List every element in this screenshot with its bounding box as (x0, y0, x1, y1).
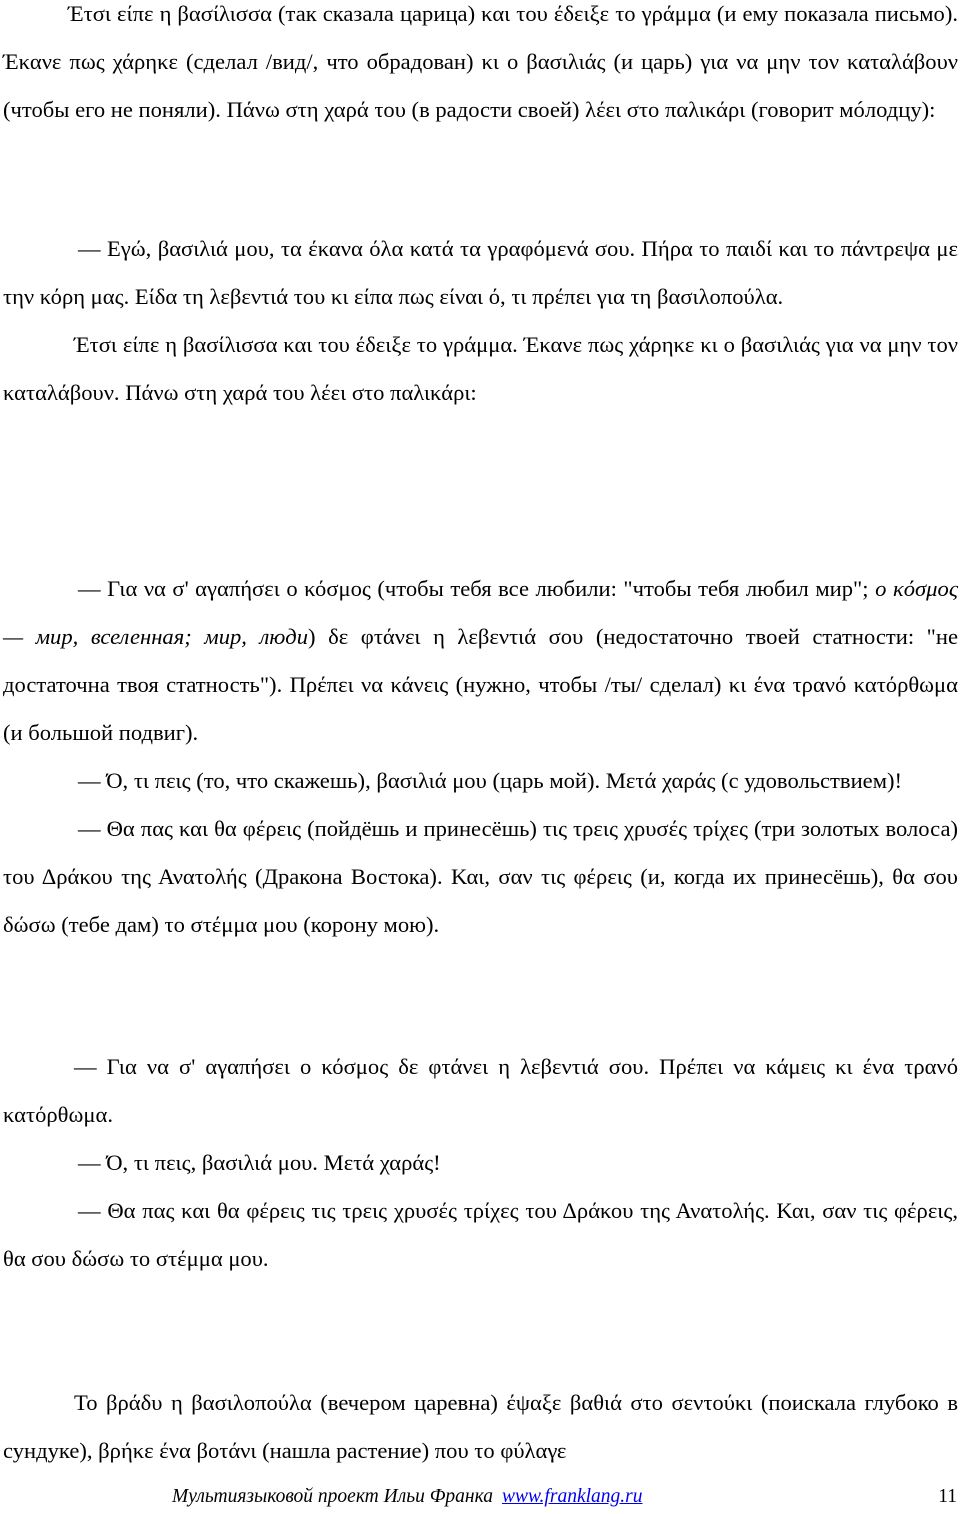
dialogue-paragraph: — Ό, τι πεις (то, что скажешь), βασιλιά μου (царь мой). Μετά χαράς (с удовольствием)! (78, 768, 903, 793)
page-footer (0, 1486, 960, 1514)
paragraph-text: ) δε φτάνει η λεβεντιά σου (недостаточно твоей статности: "не достаточна твоя статность"). Πρέπει να κάνεις (нужно, чтобы /ты/ сделал) κι ένα τρανό κατόρθωμα (и большой подвиг). (3, 624, 958, 745)
dialogue-paragraph: — Θα πας και θα φέρεις (пойдёшь и принесёшь) τις τρεις χρυσές τρίχες (три золотых волоса) του Δράκου της Ανατολής (Дракона Востока). Και, σαν τις φέρεις (и, когда их принесёшь), θα σου δώσω (тебе дам) το στέμμα μου (корону мою). (3, 816, 958, 937)
footer-website-link[interactable]: www.franklang.ru (501, 1486, 643, 1507)
footer-project-name: Мультиязыковой проект Ильи Франка (172, 1486, 493, 1507)
paragraph: Έτσι είπε η βασίλισσα και του έδειξε το γράμμα. Έκανε πως χάρηκε κι ο βασιλιάς για να μην τον καταλάβουν. Πάνω στη χαρά του λέει στο παλικάρι: (3, 332, 958, 405)
dialogue-paragraph: — Για να σ' αγαπήσει ο κόσμος δε φτάνει η λεβεντιά σου. Πρέπει να κάμεις κι ένα τρανό κατόρθωμα. (3, 1054, 958, 1127)
italic-gloss: ο κόσμος — мир, вселенная; мир, люди (3, 576, 958, 649)
text-block-1 (0, 0, 960, 134)
paragraph: Το βράδυ η βασιλοπούλα (вечером царевна) έψαξε βαθιά στο σεντούκι (поискала глубоко в сундуке), βρήκε ένα βοτάνι (нашла растение) που το φύλαγε (3, 1390, 958, 1463)
paragraph: Έτσι είπε η βασίλισσα (так сказала царица) και του έδειξε το γράμμα (и ему показала письмо). Έκανε πως χάρηκε (сделал /вид/, что обрадован) κι ο βασιλιάς (и царь) για να μην τον καταλάβουν (чтобы его не поняли). Πάνω στη χαρά του (в радости своей) λέει στο παλικάρι (говорит мóлодцу): (3, 1, 958, 122)
text-block-5 (0, 1379, 960, 1475)
dialogue-paragraph (0, 565, 960, 757)
dialogue-paragraph: — Ό, τι πεις, βασιλιά μου. Μετά χαράς! (78, 1150, 441, 1175)
page-number: 11 (938, 1486, 957, 1507)
text-block-4 (0, 1043, 960, 1283)
text-block-3 (0, 565, 960, 949)
text-block-2 (0, 225, 960, 417)
footer-project (172, 1486, 642, 1508)
paragraph-text: — Για να σ' αγαπήσει ο κόσμος (чтобы тебя все любили: "чтобы тебя любил мир"; (78, 576, 876, 601)
dialogue-paragraph: — Εγώ, βασιλιά μου, τα έκανα όλα κατά τα γραφόμενά σου. Πήρα το παιδί και το πάντρεψα με την κόρη μας. Είδα τη λεβεντιά του κι είπα πως είναι ό, τι πρέπει για τη βασιλοπούλα. (3, 236, 958, 309)
dialogue-paragraph: — Θα πας και θα φέρεις τις τρεις χρυσές τρίχες του Δράκου της Ανατολής. Και, σαν τις φέρεις, θα σου δώσω το στέμμα μου. (3, 1198, 958, 1271)
